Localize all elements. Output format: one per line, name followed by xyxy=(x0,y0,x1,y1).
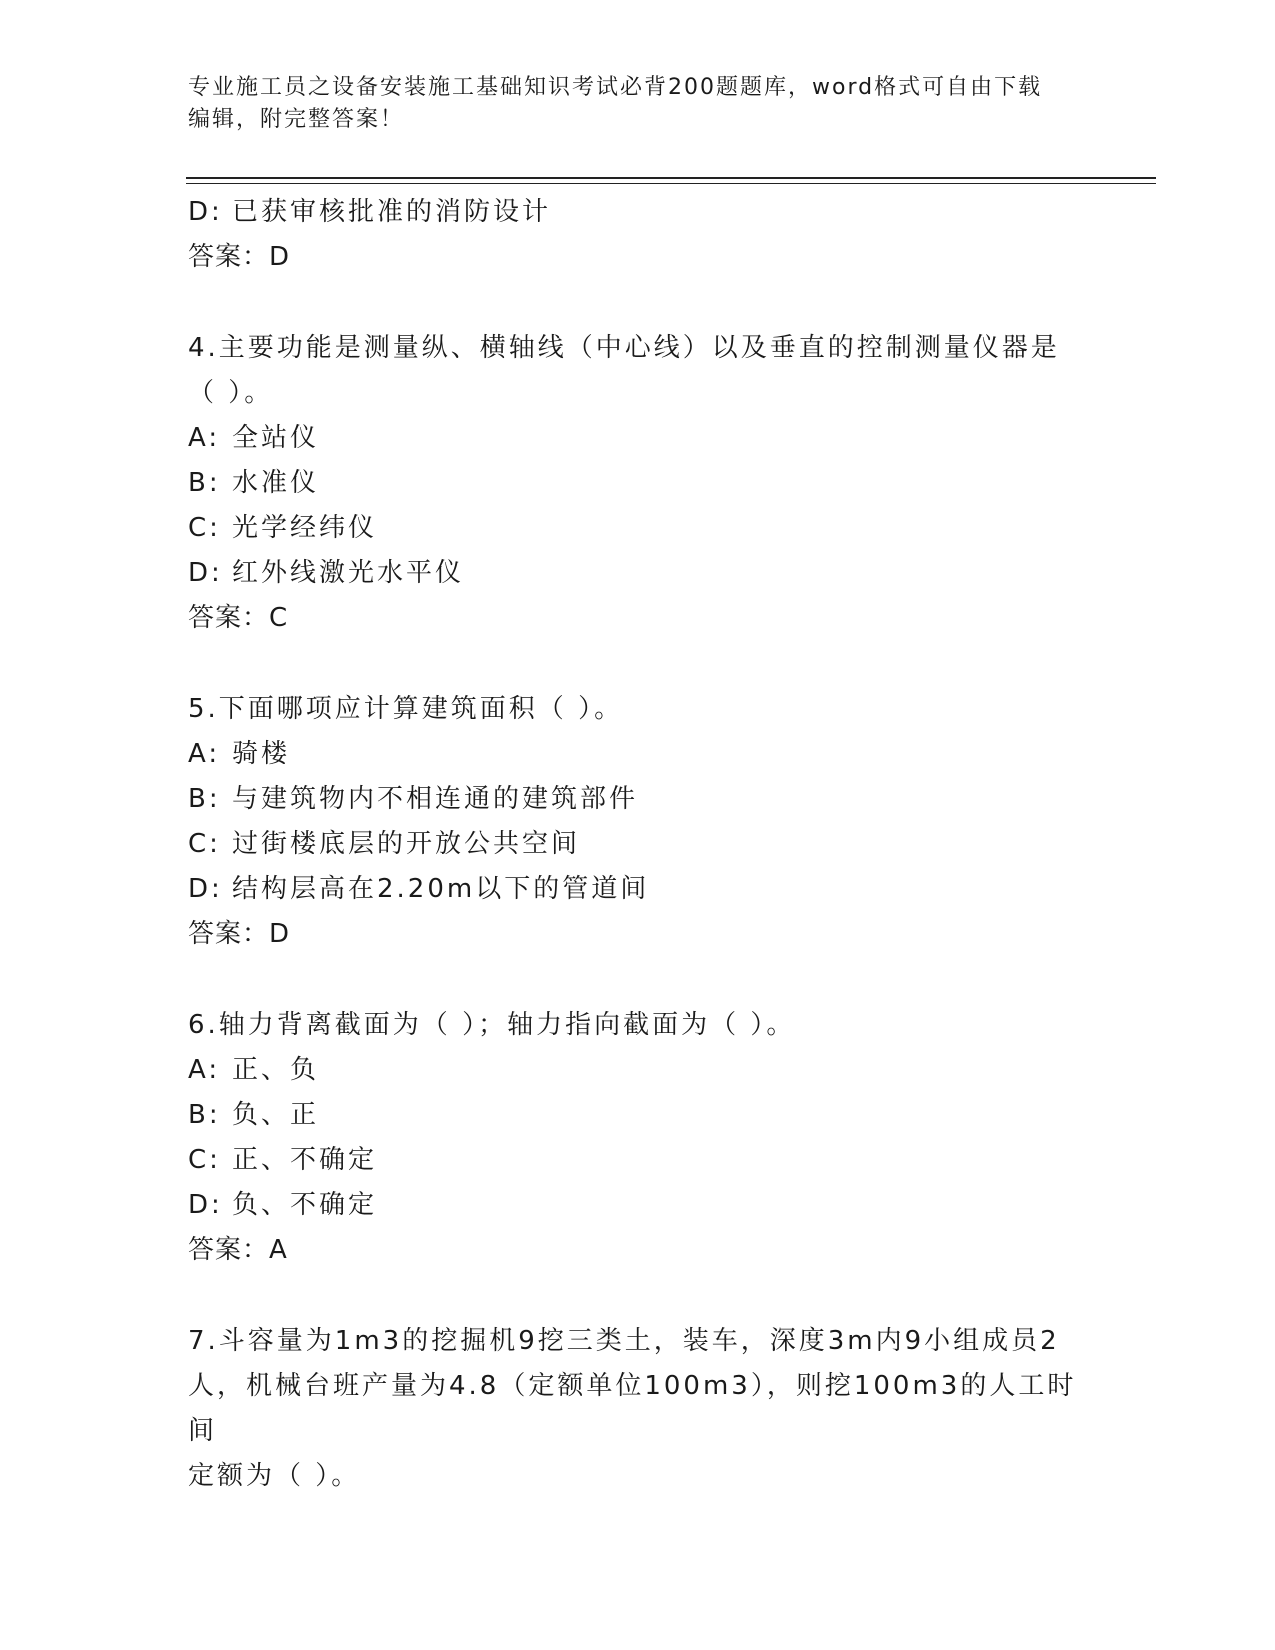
option-label: B: xyxy=(188,1100,221,1130)
q6-option-b xyxy=(188,1093,1088,1138)
option-label: C: xyxy=(188,513,221,543)
header-line-1: 专业施工员之设备安装施工基础知识考试必背200题题库，word格式可自由下载 xyxy=(188,75,1043,100)
option-label: B: xyxy=(188,468,221,498)
q7-stem-line-3: 定额为（ ）。 xyxy=(188,1461,361,1491)
q5-option-c xyxy=(188,822,1088,867)
option-label: D: xyxy=(188,197,223,227)
option-label: C: xyxy=(188,829,221,859)
option-text: 骑楼 xyxy=(232,739,291,769)
option-text: 过街楼底层的开放公共空间 xyxy=(232,829,581,859)
option-text: 光学经纬仪 xyxy=(232,513,378,543)
q6-option-c xyxy=(188,1138,1088,1183)
q7-stem-line-2: 人，机械台班产量为4.8（定额单位100m3），则挖100m3的人工时间 xyxy=(188,1371,1077,1446)
q4-option-d xyxy=(188,551,1088,596)
q3-option-d xyxy=(188,190,1088,235)
q5-option-b xyxy=(188,777,1088,822)
question-content xyxy=(188,190,1088,1499)
option-text: 与建筑物内不相连通的建筑部件 xyxy=(232,784,639,814)
q5-stem-line-1: 5.下面哪项应计算建筑面积（ ）。 xyxy=(188,694,624,724)
option-label: A: xyxy=(188,1055,221,1085)
header-rule-thin xyxy=(186,183,1156,184)
option-label: C: xyxy=(188,1145,221,1175)
q6-option-d xyxy=(188,1183,1088,1228)
option-label: D: xyxy=(188,874,223,904)
q6-option-a xyxy=(188,1048,1088,1093)
q7-stem-line-1: 7.斗容量为1m3的挖掘机9挖三类土，装车，深度3m内9小组成员2 xyxy=(188,1326,1060,1356)
option-label: D: xyxy=(188,1190,223,1220)
option-label: A: xyxy=(188,739,221,769)
option-text: 已获审核批准的消防设计 xyxy=(232,197,552,227)
option-text: 正、不确定 xyxy=(232,1145,378,1175)
q4-option-a xyxy=(188,416,1088,461)
document-header xyxy=(188,72,1088,136)
q4-option-b xyxy=(188,461,1088,506)
q6-answer: 答案：A xyxy=(188,1235,288,1265)
q4-stem-line-1: 4.主要功能是测量纵、横轴线（中心线）以及垂直的控制测量仪器是 xyxy=(188,333,1060,363)
option-text: 水准仪 xyxy=(232,468,320,498)
option-text: 正、负 xyxy=(232,1055,320,1085)
option-text: 负、正 xyxy=(232,1100,320,1130)
q5-option-a xyxy=(188,732,1088,777)
q4-option-c xyxy=(188,506,1088,551)
option-label: B: xyxy=(188,784,221,814)
option-text: 红外线激光水平仪 xyxy=(232,558,465,588)
q3-answer: 答案：D xyxy=(188,242,291,272)
q4-answer: 答案：C xyxy=(188,603,289,633)
option-text: 结构层高在2.20m以下的管道间 xyxy=(232,874,650,904)
option-text: 负、不确定 xyxy=(232,1190,378,1220)
option-label: D: xyxy=(188,558,223,588)
q4-stem-line-2: （ ）。 xyxy=(188,378,274,408)
option-label: A: xyxy=(188,423,221,453)
q6-stem-line-1: 6.轴力背离截面为（ ）；轴力指向截面为（ ）。 xyxy=(188,1010,796,1040)
option-text: 全站仪 xyxy=(232,423,320,453)
header-rule-thick xyxy=(186,177,1156,179)
header-line-2: 编辑，附完整答案！ xyxy=(188,107,405,132)
q5-option-d xyxy=(188,867,1088,912)
q5-answer: 答案：D xyxy=(188,919,291,949)
